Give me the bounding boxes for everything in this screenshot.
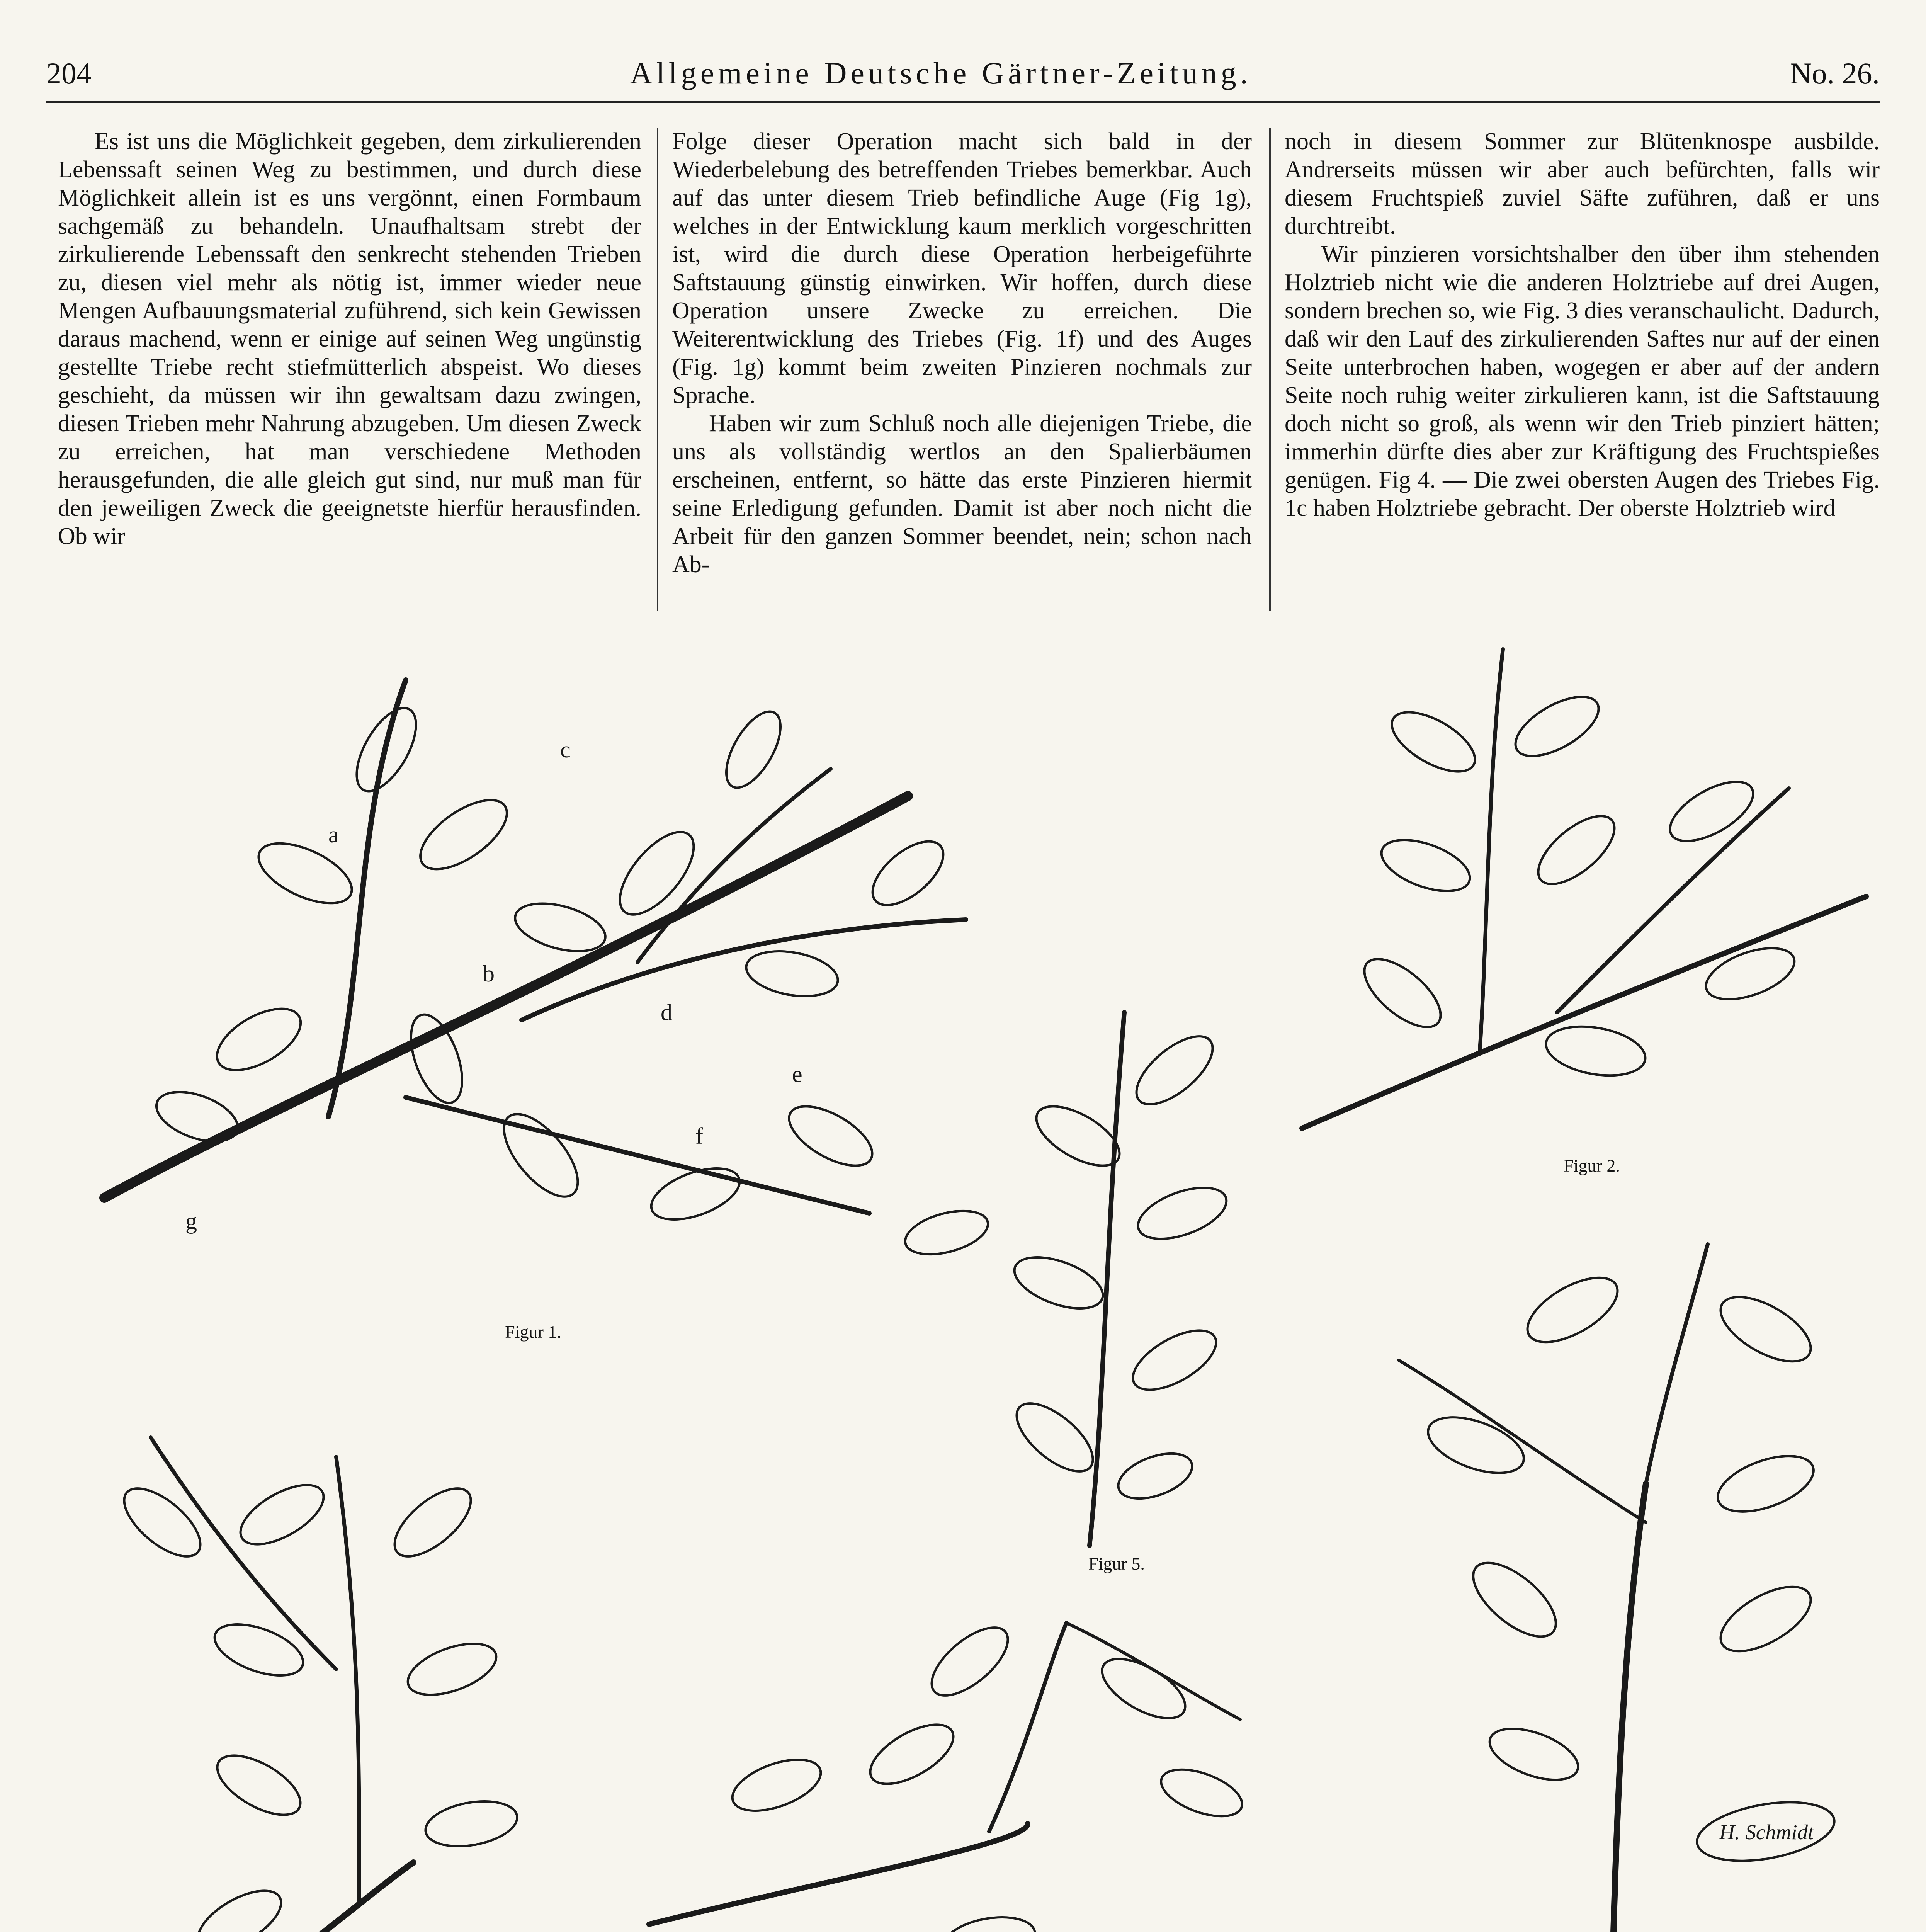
paragraph: Folge dieser Operation macht sich bald in der Wiederbelebung des betreffenden Triebes bemerkbar. Auch auf das unter diesem Trieb befindliche Auge (Fig 1g), welches in der Entwicklung kaum merklich vorgeschritten ist, wird die durch diese Operation herbeigeführte Saftstauung günstig einwirken. Wir hoffen, durch diese Operation unsere Zwecke zu erreichen. Die Weiterentwicklung des Triebes (Fig. 1f) und des Auges (Fig. 1g) kommt beim zweiten Pinzieren nochmals zur Sprache. [672,128,1252,408]
figure-1-caption: Figur 1. [505,1322,561,1342]
text-column-top-1 [58,128,641,611]
paragraph: Wir pinzieren vorsichtshalber den über ihm stehenden Holztrieb nicht wie die anderen Holztriebe auf drei Augen, sondern brechen so, wie Fig. 3 dies veranschaulicht. Dadurch, daß wir den Lauf des zirkulierenden Saftes nur auf der einen Seite unterbrochen haben, wogegen er aber auf der andern Seite noch ruhig weiter zirkulieren kann, ist die Saftstauung doch nicht so groß, als wenn wir den Trieb pinziert hätten; immerhin dürfte dies aber zur Kräftigung des Fruchtspießes genügen. Fig 4. — Die zwei obersten Augen des Triebes Fig. 1c haben Holztriebe gebracht. Der oberste Holztrieb wird [1285,241,1880,521]
figure-5-caption: Figur 5. [1088,1554,1145,1573]
figure-4-drawing [66,1399,568,1932]
issue-number: No. 26. [1790,56,1880,90]
branch-illustration [641,1592,1260,1932]
text-column-top-2 [672,128,1252,611]
figure-2-drawing [1287,626,1874,1151]
paragraph: noch in diesem Sommer zur Blütenknospe ausbilde. Andrerseits müssen wir aber auch befürchten, falls wir diesem Fruchtspieß zuviel Säfte zuführen, daß er uns durchtreibt. [1285,128,1880,239]
figure-1-label-g: g [185,1208,197,1234]
column-divider [1269,128,1271,611]
page-number: 204 [46,56,92,90]
page-header [46,50,1880,97]
header-rule [46,101,1880,103]
paragraph: Es ist uns die Möglichkeit gegeben, dem zirkulierenden Lebenssaft seinen Weg zu bestimmen, und durch diese Möglichkeit allein ist es uns vergönnt, einen Formbaum sachgemäß zu behandeln. Unaufhaltsam strebt der zirkulierende Lebenssaft den senkrecht stehenden Trieben zu, diesen viel mehr als nötig ist, immer wieder neue Mengen Aufbauungsmaterial zuführend, sich kein Gewissen daraus machend, wenn er einige auf seinen Weg ungünstig gestellte Triebe recht stiefmütterlich abspeist. Wo dieses geschieht, da müssen wir ihn gewaltsam dazu zwingen, diesen Trieben mehr Nahrung abzugeben. Um diesen Zweck zu erreichen, hat man verschiedene Methoden herausgefunden, die alle gleich gut sind, nur muß man für den jeweiligen Zweck die geeignetste hierfür herausfinden. Ob wir [58,128,641,549]
branch-illustration [58,634,1047,1314]
figure-1-label-f: f [695,1123,703,1149]
text-column-top-3 [1285,128,1880,611]
artist-signature: H. Schmidt [1719,1820,1814,1844]
figure-1-drawing [58,634,1047,1314]
paragraph: Haben wir zum Schluß noch alle diejenigen Triebe, die uns als vollständig wertlos an den Spalierbäumen erscheinen, entfernt, so hätte das erste Pinzieren hiermit seine Erledigung gefunden. Damit ist aber noch nicht die Arbeit für den ganzen Sommer beendet, nein; schon nach Ab- [672,410,1252,578]
figure-1-label-b: b [483,961,495,986]
figure-1-label-a: a [328,822,339,847]
figure-1-label-c: c [560,737,571,762]
column-divider [657,128,658,611]
figure-6-drawing [1321,1213,1882,1932]
branch-illustration [66,1399,568,1932]
figure-3-drawing [641,1592,1260,1932]
figure-2-caption: Figur 2. [1564,1156,1620,1175]
figure-1-label-e: e [792,1061,802,1087]
branch-illustration [989,974,1260,1553]
figure-1-label-d: d [661,1000,672,1025]
branch-illustration [1321,1213,1882,1932]
figure-5-drawing [989,974,1260,1553]
branch-illustration [1287,626,1874,1151]
journal-title: Allgemeine Deutsche Gärtner-Zeitung. [630,56,1252,90]
